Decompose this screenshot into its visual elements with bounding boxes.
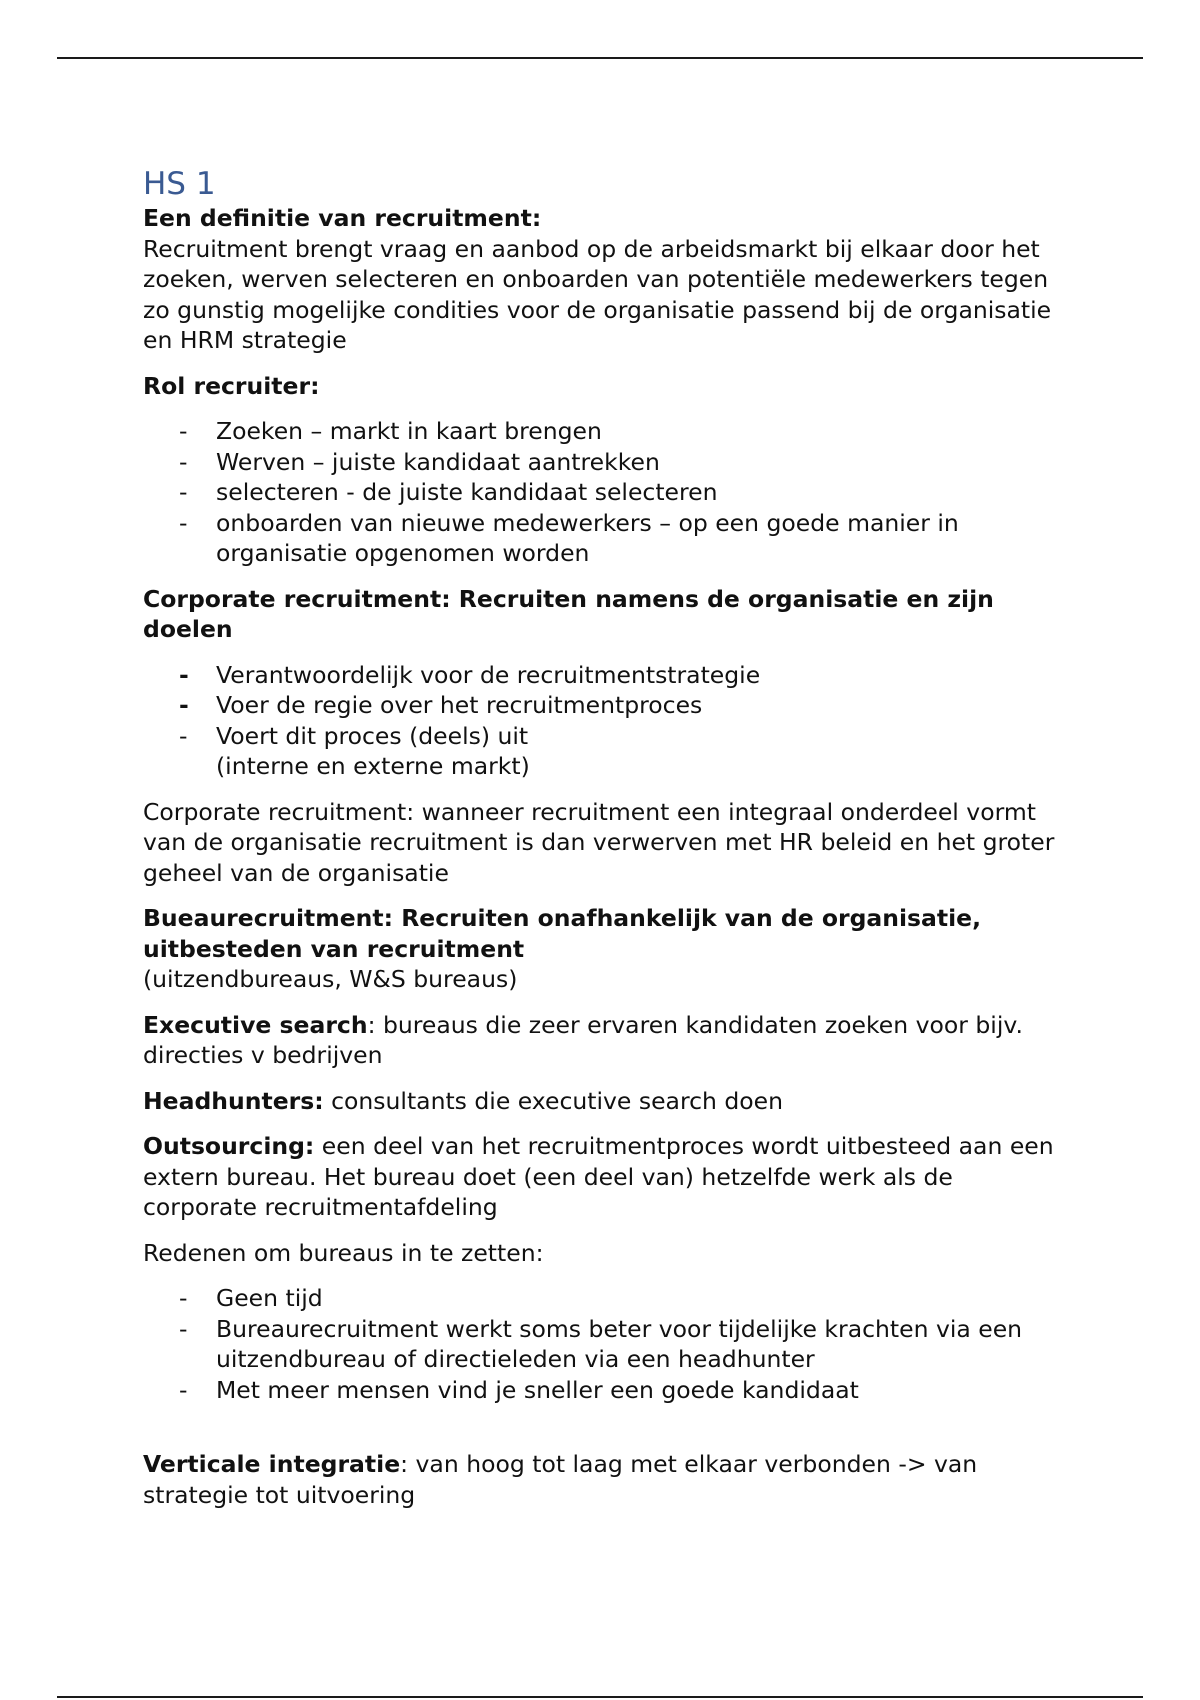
dash-bullet: - bbox=[179, 478, 188, 506]
corporate-title: Corporate recruitment: Recruiten namens de organisatie en zijn doelen bbox=[143, 584, 994, 643]
rol-title: Rol recruiter: bbox=[143, 371, 320, 400]
list-item-text: selecteren - de juiste kandidaat selecteren bbox=[216, 478, 718, 506]
list-item-text: Werven – juiste kandidaat aantrekken bbox=[216, 447, 660, 476]
redenen-list bbox=[143, 1283, 1063, 1405]
verticale-text: : van hoog tot laag met elkaar verbonden -> van strategie tot uitvoering bbox=[143, 1450, 978, 1509]
dash-bullet: - bbox=[179, 417, 188, 445]
redenen-intro: Redenen om bureaus in te zetten: bbox=[143, 1238, 544, 1267]
executive-paragraph bbox=[143, 1010, 1063, 1071]
outsourcing-paragraph bbox=[143, 1131, 1063, 1223]
dash-bullet: - bbox=[179, 508, 188, 537]
document-body bbox=[143, 165, 1063, 1510]
dash-bullet: - bbox=[179, 1284, 188, 1312]
corporate-list bbox=[143, 660, 1063, 782]
list-item-text: Voer de regie over het recruitmentproces bbox=[216, 691, 703, 719]
headhunters-text: consultants die executive search doen bbox=[323, 1086, 784, 1115]
dash-bullet: - bbox=[179, 660, 189, 689]
outsourcing-text: een deel van het recruitmentproces wordt uitbesteed aan een extern bureau. Het bureau doet (een deel van) hetzelfde werk als de corporate recruitmentafdeling bbox=[143, 1132, 1054, 1221]
list-item bbox=[143, 1314, 1063, 1375]
list-item bbox=[143, 447, 1063, 478]
list-item bbox=[143, 416, 1063, 447]
list-item-text: Verantwoordelijk voor de recruitmentstrategie bbox=[216, 660, 761, 689]
dash-bullet: - bbox=[179, 1314, 188, 1343]
list-item bbox=[143, 660, 1063, 691]
list-item bbox=[143, 690, 1063, 721]
list-item bbox=[143, 477, 1063, 508]
headhunters-term: Headhunters: bbox=[143, 1086, 324, 1115]
footer-rule bbox=[57, 1696, 1143, 1698]
rol-list bbox=[143, 416, 1063, 569]
verticale-paragraph bbox=[143, 1449, 1063, 1510]
list-item-text: Met meer mensen vind je sneller een goede kandidaat bbox=[216, 1375, 859, 1404]
definition-title: Een definitie van recruitment: bbox=[143, 204, 542, 232]
list-item-text: Geen tijd bbox=[216, 1284, 323, 1312]
list-item bbox=[143, 1283, 1063, 1314]
list-item-text: Voert dit proces (deels) uit bbox=[216, 721, 529, 750]
dash-bullet: - bbox=[179, 447, 188, 476]
headhunters-paragraph bbox=[143, 1086, 1063, 1117]
list-item-note: (interne en externe markt) bbox=[216, 752, 530, 780]
outsourcing-term: Outsourcing: bbox=[143, 1132, 315, 1160]
header-rule bbox=[57, 57, 1143, 59]
list-item-text: Zoeken – markt in kaart brengen bbox=[216, 417, 602, 445]
dash-bullet: - bbox=[179, 721, 188, 750]
bureau-note: (uitzendbureaus, W&S bureaus) bbox=[143, 965, 518, 993]
definition-text: Recruitment brengt vraag en aanbod op de arbeidsmarkt bij elkaar door het zoeken, werven selecteren en onboarden van potentiële medewerkers tegen zo gunstig mogelijke condities voor de organisatie passend bij de organisatie en HRM strategie bbox=[143, 234, 1052, 354]
chapter-heading: HS 1 bbox=[143, 166, 216, 202]
list-item-text: onboarden van nieuwe medewerkers – op een goede manier in organisatie opgenomen worden bbox=[216, 508, 959, 567]
list-item-text: Bureaurecruitment werkt soms beter voor tijdelijke krachten via een uitzendbureau of directieleden via een headhunter bbox=[216, 1314, 1023, 1373]
executive-term: Executive search bbox=[143, 1010, 368, 1039]
dash-bullet: - bbox=[179, 691, 189, 719]
dash-bullet: - bbox=[179, 1375, 188, 1404]
verticale-term: Verticale integratie bbox=[143, 1450, 401, 1478]
list-item bbox=[143, 721, 1063, 782]
executive-text: : bureaus die zeer ervaren kandidaten zoeken voor bijv. directies v bedrijven bbox=[143, 1010, 1023, 1069]
corporate-paragraph: Corporate recruitment: wanneer recruitment een integraal onderdeel vormt van de organisatie recruitment is dan verwerven met HR beleid en het groter geheel van de organisatie bbox=[143, 797, 1055, 887]
list-item bbox=[143, 508, 1063, 569]
bureau-title: Bueaurecruitment: Recruiten onafhankelijk van de organisatie, uitbesteden van recruitment bbox=[143, 904, 982, 963]
list-item bbox=[143, 1375, 1063, 1406]
